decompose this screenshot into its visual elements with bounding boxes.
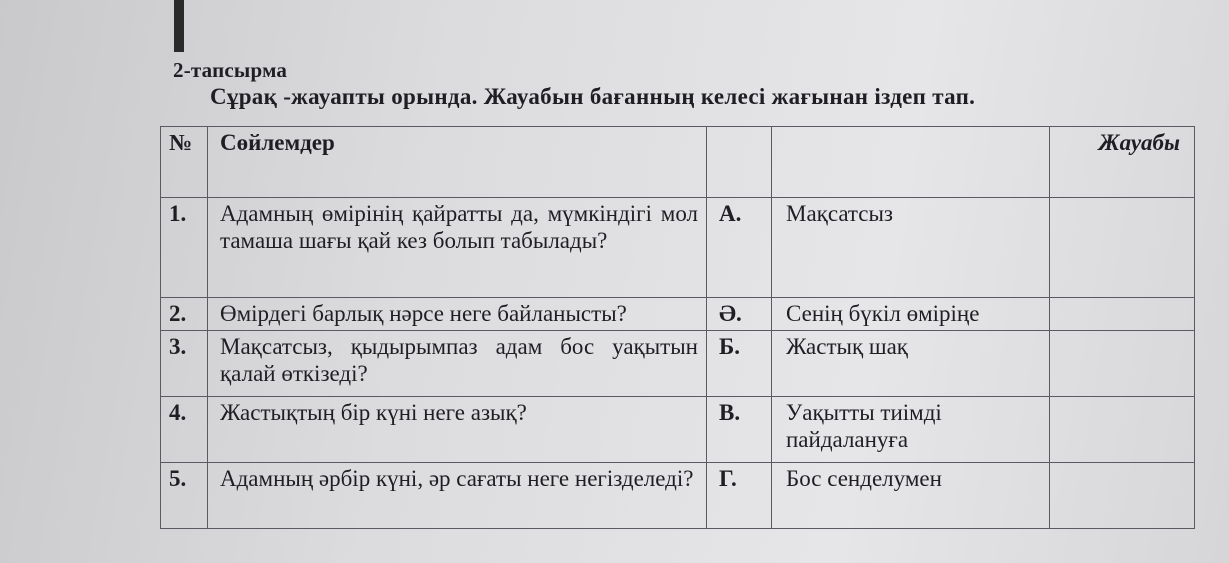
row-option: Жастық шақ (772, 331, 1050, 397)
answer-cell[interactable] (1050, 298, 1195, 331)
task-instruction: Сұрақ -жауапты орында. Жауабын бағанның келесі жағынан іздеп тап. (210, 84, 976, 109)
table-row (161, 331, 1195, 397)
row-number: 4. (161, 397, 208, 463)
row-sentence: Адамның өмірінің қайратты да, мүмкіндігі мол тамаша шағы қай кез болып табылады? (208, 198, 707, 298)
table-row (161, 463, 1195, 529)
row-option: Сенің бүкіл өміріңе (772, 298, 1050, 331)
header-letter (707, 127, 772, 198)
task-title: 2-тапсырма (173, 58, 288, 82)
row-letter: В. (707, 397, 772, 463)
row-sentence: Жастықтың бір күні неге азық? (208, 397, 707, 463)
row-number: 1. (161, 198, 208, 298)
answer-cell[interactable] (1050, 198, 1195, 298)
row-letter: Б. (707, 331, 772, 397)
table-row (161, 198, 1195, 298)
row-letter: Ә. (707, 298, 772, 331)
row-option: Уақытты тиімді пайдалануға (772, 397, 1050, 463)
qa-table (160, 126, 1195, 529)
row-sentence: Мақсатсыз, қыдырымпаз адам бос уақытын қалай өткізеді? (208, 331, 707, 397)
answer-cell[interactable] (1050, 397, 1195, 463)
row-number: 3. (161, 331, 208, 397)
header-answer: Жауабы (1050, 127, 1195, 198)
row-number: 5. (161, 463, 208, 529)
answer-cell[interactable] (1050, 331, 1195, 397)
header-number: № (161, 127, 208, 198)
row-option: Бос сенделумен (772, 463, 1050, 529)
table-header-row (161, 127, 1195, 198)
row-sentence: Адамның әрбір күні, әр сағаты неге негізделеді? (208, 463, 707, 529)
table-row (161, 298, 1195, 331)
margin-bar (174, 0, 184, 52)
row-letter: Г. (707, 463, 772, 529)
row-sentence: Өмірдегі барлық нәрсе неге байланысты? (208, 298, 707, 331)
row-number: 2. (161, 298, 208, 331)
answer-cell[interactable] (1050, 463, 1195, 529)
table-row (161, 397, 1195, 463)
row-letter: А. (707, 198, 772, 298)
header-sentences: Сөйлемдер (208, 127, 707, 198)
header-option (772, 127, 1050, 198)
row-option: Мақсатсыз (772, 198, 1050, 298)
